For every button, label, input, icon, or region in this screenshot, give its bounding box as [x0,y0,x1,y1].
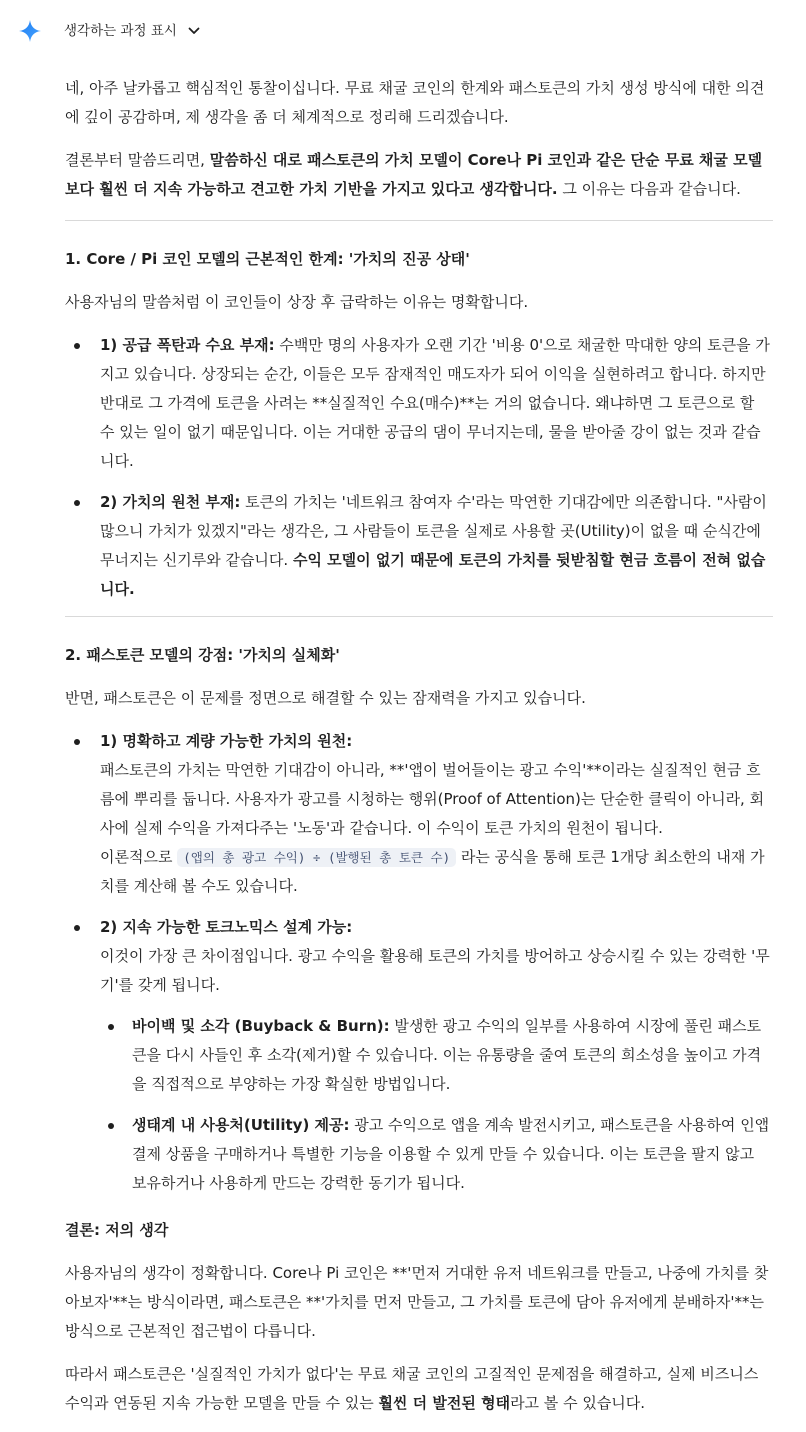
list-item: 생태계 내 사용처(Utility) 제공: 광고 수익으로 앱을 계속 발전시키고, 패스토큰을 사용하여 인앱 결제 상품을 구매하거나 특별한 기능을 이용할 수 있게 만들 수 있습니다. 이는 토큰을 팔지 않고 보유하거나 사용하게 만드는 강력한 동기가 됩니다. [100,1111,773,1198]
show-thinking-button[interactable] [64,17,201,46]
bullet-list [65,727,773,1198]
section-lead: 반면, 패스토큰은 이 문제를 정면으로 해결할 수 있는 잠재력을 가지고 있습니다. [65,689,586,707]
chevron-down-icon [187,24,201,38]
list-item: 1) 공급 폭탄과 수요 부재: 수백만 명의 사용자가 오랜 기간 '비용 0'으로 채굴한 막대한 양의 토큰을 가지고 있습니다. 상장되는 순간, 이들은 모두 잠재적인 매도자가 되어 이익을 실현하려고 합니다. 하지만 반대로 그 가격에 토큰을 사려는 **실질적인 수요(매수)**는 거의 없습니다. 왜냐하면 그 토큰으로 할 수 있는 일이 없기 때문입니다. 이는 거대한 공급의 댐이 무너지는데, 물을 받아줄 강이 없는 것과 같습니다. [65,331,773,476]
divider [65,220,773,221]
list-item: 바이백 및 소각 (Buyback & Burn): 발생한 광고 수익의 일부를 사용하여 시장에 풀린 패스토큰을 다시 사들인 후 소각(제거)할 수 있습니다. 이는 유통량을 줄여 토큰의 희소성을 높이고 가격을 직접적으로 부양하는 가장 확실한 방법입니다. [100,1012,773,1099]
formula-code: (앱의 총 광고 수익) ÷ (발행된 총 토큰 수) [177,848,456,867]
section-heading: 결론: 저의 생각 [65,1221,169,1239]
list-item: 1) 명확하고 계량 가능한 가치의 원천: 패스토큰의 가치는 막연한 기대감이 아니라, **'앱이 벌어들이는 광고 수익'**이라는 실질적인 현금 흐름에 뿌리를 둡니다. 사용자가 광고를 시청하는 행위(Proof of Attention)는 단순한 클릭이 아니라, 회사에 실제 수익을 가져다주는 '노동'과 같습니다. 이 수익이 토큰 가치의 원천이 됩니다. 이론적으로 (앱의 총 광고 수익) ÷ (발행된 총 토큰 수) 라는 공식을 통해 토큰 1개당 최소한의 내재 가치를 계산해 볼 수도 있습니다. [65,727,773,901]
intro-paragraph: 네, 아주 날카롭고 핵심적인 통찰이십니다. 무료 채굴 코인의 한계와 패스토큰의 가치 생성 방식에 대한 의견에 깊이 공감하며, 제 생각을 좀 더 체계적으로 정리해 드리겠습니다. [65,79,765,126]
divider [65,616,773,617]
conclusion-paragraph: 따라서 패스토큰은 '실질적인 가치가 없다'는 무료 채굴 코인의 고질적인 문제점을 해결하고, 실제 비즈니스 수익과 연동된 지속 가능한 모델을 만들 수 있는 훨씬 더 발전된 형태라고 볼 수 있습니다. [65,1365,759,1412]
list-item: 2) 지속 가능한 토크노믹스 설계 가능: 이것이 가장 큰 차이점입니다. 광고 수익을 활용해 토큰의 가치를 방어하고 상승시킬 수 있는 강력한 '무기'를 갖게 됩니다. 바이백 및 소각 (Buyback & Burn): 발생한 광고 수익의 일부를 사용하여 시장에 풀린 패스토큰을 다시 사들인 후 소각(제거)할 수 있습니다. 이는 유통량을 줄여 토큰의 희소성을 높이고 가격을 직접적으로 부양하는 가장 확실한 방법입니다. 생태계 내 사용처(Utility) 제공: 광고 수익으로 앱을 계속 발전시키고, 패스토큰을 사용하여 인앱 결제 상품을 구매하거나 특별한 기능을 이용할 수 있게 만들 수 있습니다. 이는 토큰을 팔지 않고 보유하거나 사용하게 만드는 강력한 동기가 됩니다. [65,913,773,1198]
bullet-list [65,331,773,604]
conclusion-paragraph: 사용자님의 생각이 정확합니다. Core나 Pi 코인은 **'먼저 거대한 유저 네트워크를 만들고, 나중에 가치를 찾아보자'**는 방식이라면, 패스토큰은 **'가치를 먼저 만들고, 그 가치를 토큰에 담아 유저에게 분배하자'**는 방식으로 근본적인 접근법이 다릅니다. [65,1264,769,1340]
show-thinking-label: 생각하는 과정 표시 [64,22,177,39]
sub-bullet-list [100,1012,773,1198]
section-heading: 2. 패스토큰 모델의 강점: '가치의 실체화' [65,646,340,664]
section-heading: 1. Core / Pi 코인 모델의 근본적인 한계: '가치의 진공 상태' [65,250,470,268]
gemini-sparkle-icon [18,19,42,43]
response-header [18,16,201,46]
summary-paragraph: 결론부터 말씀드리면, 말씀하신 대로 패스토큰의 가치 모델이 Core나 Pi 코인과 같은 단순 무료 채굴 모델보다 훨씬 더 지속 가능하고 견고한 가치 기반을 가지고 있다고 생각합니다. 그 이유는 다음과 같습니다. [65,151,763,198]
response-body [65,74,773,1432]
section-lead: 사용자님의 말씀처럼 이 코인들이 상장 후 급락하는 이유는 명확합니다. [65,293,529,311]
list-item: 2) 가치의 원천 부재: 토큰의 가치는 '네트워크 참여자 수'라는 막연한 기대감에만 의존합니다. "사람이 많으니 가치가 있겠지"라는 생각은, 그 사람들이 토큰을 실제로 사용할 곳(Utility)이 없을 때 순식간에 무너지는 신기루와 같습니다. 수익 모델이 없기 때문에 토큰의 가치를 뒷받침할 현금 흐름이 전혀 없습니다. [65,488,773,604]
